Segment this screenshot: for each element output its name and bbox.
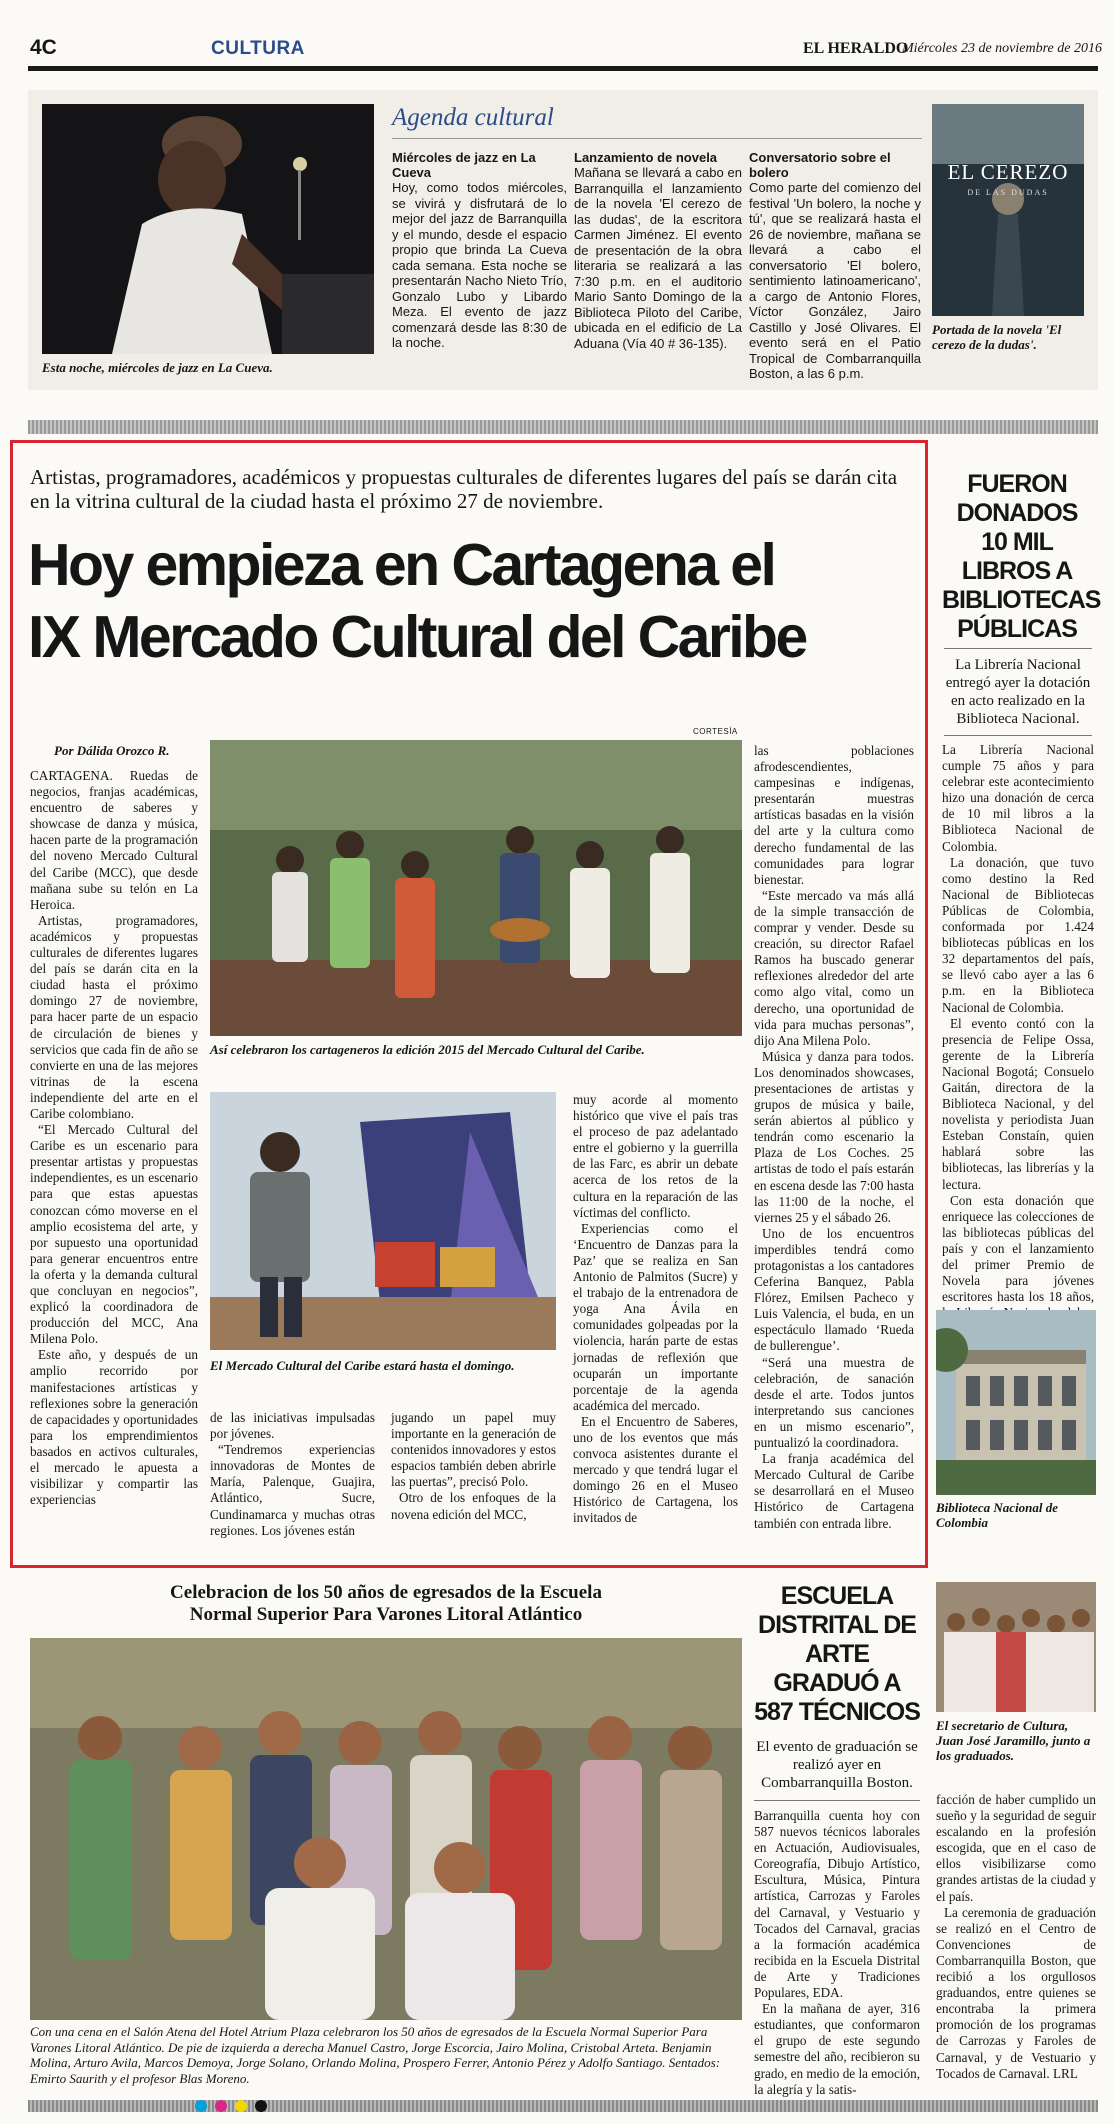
paragraph: Otro de los enfoques de la novena edición del MCC, xyxy=(391,1490,556,1522)
book-subtitle: DE LAS DUDAS xyxy=(967,188,1049,197)
sidebar-headline: FUERON DONADOS 10 MIL LIBROS A BIBLIOTECAS PÚBLICAS xyxy=(942,470,1101,643)
book-cover xyxy=(932,104,1084,316)
sidebar-rule-2 xyxy=(944,735,1092,736)
agenda-jazz-photo xyxy=(42,104,374,354)
registration-strip xyxy=(28,2100,1098,2112)
graduados-caption: El secretario de Cultura, Juan José Jaramillo, junto a los graduados. xyxy=(936,1718,1091,1763)
agenda-item-bolero xyxy=(749,150,921,382)
paragraph: “Este mercado va más allá de la simple transacción de comprar y vender. Desde su creación, su director Rafael Ramos ha buscado generar reflexiones alrededor del arte como algo vital, como un derecho, una oportunidad de vida para muchas personas”, dijo Ana Milena Polo. xyxy=(754,887,914,1048)
section-label: CULTURA xyxy=(211,38,305,59)
agenda-item-novela xyxy=(574,150,742,351)
escuela-headline: ESCUELA DISTRITAL DE ARTE GRADUÓ A 587 TÉCNICOS xyxy=(754,1582,920,1726)
main-column-3 xyxy=(391,1410,556,1523)
agenda-item-jazz xyxy=(392,150,567,351)
book-title: EL CEREZO xyxy=(947,160,1069,184)
normal-headline-2: Normal Superior Para Varones Litoral Atlántico xyxy=(189,1604,583,1625)
paragraph: Barranquilla cuenta hoy con 587 nuevos técnicos laborales en Actuación, Audiovisuales, Coreografía, Dibujo Artístico, Escultura, Música, Pintura artística, Carrozas y Faroles del Carnaval, y Vestuario y Tocados del Carnaval, gracias a la formación académica recibida en la Escuela Distrital de Arte y Tradiciones Populares, EDA. xyxy=(754,1808,920,2001)
paragraph: facción de haber cumplido un sueño y la seguridad de seguir escalando en la profesión escogida, que en el caso de ellos visibilizarse como grandes artistas de la ciudad y el país. xyxy=(936,1792,1096,1904)
header-rule xyxy=(28,66,1098,71)
paragraph: “Tendremos experiencias innovadoras de Montes de María, Palenque, Guajira, Atlántico, Sucre, Cundinamarca y muchas otras regiones. Los jóvenes están xyxy=(210,1442,375,1538)
agenda-jazz-caption: Esta noche, miércoles de jazz en La Cueva. xyxy=(42,360,273,375)
paragraph: Con esta donación que enriquece las colecciones de las bibliotecas públicas del país y con el lanzamiento del primer Premio de Novela para jóvenes escritores hasta los 18 años, xyxy=(942,1192,1094,1305)
separator-band xyxy=(28,420,1098,434)
main-column-4 xyxy=(573,1092,738,1527)
main-column-2 xyxy=(210,1410,375,1539)
escuela-rule xyxy=(754,1800,920,1801)
agenda-item-body: Mañana se llevará a cabo en Barranquilla el lanzamiento de la novela 'El cerezo de las dudas', de la escritora Carmen Jiménez. El evento de presentación de la obra literaria se realizará a las 7:30 p.m. en el auditorio Mario Santo Domingo de la Biblioteca Piloto del Caribe, ubicada en el edificio de La Aduana (Vía 40 # 36-135). xyxy=(574,165,742,351)
paragraph: de las iniciativas impulsadas por jóvenes. xyxy=(210,1410,375,1442)
mercado-2015-caption: Así celebraron los cartageneros la edición 2015 del Mercado Cultural del Caribe. xyxy=(210,1042,645,1057)
book-caption: Portada de la novela 'El cerezo de la dudas'. xyxy=(932,322,1062,352)
main-deck: Artistas, programadores, académicos y propuestas culturales de diferentes lugares del país se darán cita en la vitrina cultural de la ciudad hasta el próximo 27 de noviembre. xyxy=(30,465,898,513)
main-headline-1: Hoy empieza en Cartagena el xyxy=(28,532,775,598)
paragraph: Experiencias como el ‘Encuentro de Danzas para la Paz’ que se realiza en San Antonio de Palmitos (Sucre) y el trabajo de la entrenadora de yoga Ana Ávila en comunidades golpeadas por la violencia, harán parte de estas jornadas de reflexión que ocuparán un importante porcentaje de la agenda académica del mercado. xyxy=(573,1220,738,1413)
paragraph: “Será una muestra de celebración, de sanación desde el arte. Todos juntos interpretando sus canciones en un mismo escenario”, puntualizó la coordinadora. xyxy=(754,1354,914,1451)
mercado-stand-caption: El Mercado Cultural del Caribe estará hasta el domingo. xyxy=(210,1358,515,1373)
biblioteca-caption: Biblioteca Nacional de Colombia xyxy=(936,1500,1059,1530)
paragraph: La franja académica del Mercado Cultural de Caribe se desarrollará en el Museo Histórico de Cartagena también con entrada libre. xyxy=(754,1451,914,1531)
paragraph: Música y danza para todos. Los denominados showcases, presentaciones de artistas y grupos de música y baile, serán abiertos al público y tendrán como escenario la Plaza de Los Coches. 25 artistas de todo el país estarán en escena desde las 7:00 hasta las 11:00 de la noche, el viernes 25 y el sábado 26. xyxy=(754,1048,914,1225)
sidebar-rule xyxy=(944,648,1092,649)
sidebar-deck: La Librería Nacional entregó ayer la dotación en acto realizado en la Biblioteca Nacional. xyxy=(945,657,1091,727)
agenda-item-title: Conversatorio sobre el bolero xyxy=(749,150,891,180)
paragraph: En la mañana de ayer, 316 estudiantes, que conformaron el grupo de este segundo semestre del año, recibieron su grado, en medio de la emoción, la alegría y la satis- xyxy=(754,2001,920,2097)
escuela-column-2 xyxy=(936,1792,1096,2082)
mercado-stand-photo xyxy=(210,1092,556,1350)
main-headline-2: IX Mercado Cultural del Caribe xyxy=(28,604,806,670)
biblioteca-photo xyxy=(936,1310,1096,1495)
sidebar-body xyxy=(942,742,1094,1337)
agenda-item-title: Miércoles de jazz en La Cueva xyxy=(392,150,536,180)
paragraph: Artistas, programadores, académicos y propuestas culturales de diferentes lugares del país se darán cita en la ciudad hasta el próximo domingo 27 de noviembre, para hacer parte de un espacio de circulación de bienes y servicios que cada fin de año se convierte en una de las mejores vitrinas de la escena independiente del arte en el Caribe colombiano. xyxy=(30,912,198,1121)
agenda-title: Agenda cultural xyxy=(392,104,554,131)
byline: Por Dálida Orozco R. xyxy=(54,743,170,758)
mercado-2015-photo xyxy=(210,740,742,1036)
main-column-1 xyxy=(30,768,198,1508)
agenda-title-rule xyxy=(392,138,922,139)
paragraph: “El Mercado Cultural del Caribe es un escenario para presentar artistas y propuestas independientes, es un escenario para que estas apuestas conozcan cómo moverse en el amplio ecosistema del arte, y por supuesto una oportunidad para generar encuentros entre la oferta y la demanda cultural que concluyan en negocios”, explicó la coordinadora de producción del MCC, Ana Milena Polo. xyxy=(30,1122,198,1347)
paragraph: La ceremonia de graduación se realizó en el Centro de Convenciones de Combarranquilla Boston, que recibió a los orgullosos graduandos, entre quienes se encontraba la primera promoción de los programas de Carrozas y Faroles de Carnaval, y de Vestuario y Tocados de Carnaval. LRL xyxy=(936,1904,1096,2081)
escuela-deck: El evento de graduación se realizó ayer en Combarranquilla Boston. xyxy=(756,1739,918,1791)
escuela-column-1 xyxy=(754,1808,920,2098)
paragraph: Uno de los encuentros imperdibles tendrá como protagonistas a los cantadores Ceferina Banquez, Pabla Flórez, Emilsen Pacheco y Luis Valencia, el buda, en un espectáculo llamado ‘Rueda de bullerengue’. xyxy=(754,1225,914,1354)
normal-caption: Con una cena en el Salón Atena del Hotel Atrium Plaza celebraron los 50 años de egresados de la Escuela Normal Superior Para Varones Litoral Atlántico. De pie de izquierda a derecha Manuel Castro, Jorge Escorcia, Jairo Molina, Cristobal Arteta. Benjamin Molina, Arturo Avila, Marcos Demoya, Jorge Solano, Orlando Molina, Prospero Ferrer, Antonio Pérez y Adolfo Santiago. Sentados: Emirto Saurith y el profesor Blas Moreno. xyxy=(30,2024,721,2086)
paragraph: muy acorde al momento histórico que vive el país tras el proceso de paz adelantado entre el gobierno y la guerrilla de las Farc, es abrir un debate acerca de los retos de la cultura en la reparación de las víctimas del conflicto. xyxy=(573,1092,738,1220)
graduados-photo xyxy=(936,1582,1096,1712)
paragraph: La Librería Nacional cumple 75 años y para celebrar este acontecimiento hizo una donación de cerca de 10 mil libros a la Biblioteca Nacional de Colombia. xyxy=(942,742,1094,854)
paragraph: Este año, y después de un amplio recorrido por manifestaciones artísticas y reflexiones sobre la generación de capacidades y oportunidades para los emprendimientos basados en activos culturales, el mercado le apuesta a visibilizar y compartir las experiencias xyxy=(30,1347,198,1508)
paragraph: las poblaciones afrodescendientes, campesinas e indígenas, presentarán muestras artísticas basadas en la visión del arte y la cultura como derecho fundamental de las comunidades para lograr bienestar. xyxy=(754,743,914,887)
paragraph: La donación, que tuvo como destino la Red Nacional de Bibliotecas Públicas de Colombia, conformada por 1.424 bibliotecas públicas en los 32 departamentos del país, se llevó cabo ayer a las 6 p.m. en la Biblioteca Nacional de Colombia. xyxy=(942,854,1094,1015)
registration-dots xyxy=(195,2100,275,2112)
photo-credit: CORTESÍA xyxy=(693,727,738,736)
main-column-5 xyxy=(754,743,914,1532)
paper-name: EL HERALDO xyxy=(803,40,909,57)
agenda-item-body: Hoy, como todos miércoles, se vivirá y disfrutará de lo mejor del jazz de Barranquilla y el mundo, desde el espacio propio que brinda La Cueva cada semana. Esta noche se presentarán Nacho Nieto Trío, Gonzalo Lubo y Libardo Meza. El evento de jazz comenzará desde las 8:30 de la noche. xyxy=(392,180,567,350)
paragraph: El evento contó con la presencia de Felipe Ossa, gerente de la Librería Nacional Bogotá; Consuelo Gaitán, directora de la Biblioteca Nacional, y del novelista y periodista Juan Esteban Constaín, quien hablará sobre las bibliotecas, las librerías y la lectura. xyxy=(942,1015,1094,1192)
normal-headline-1: Celebracion de los 50 años de egresados de la Escuela xyxy=(170,1582,602,1603)
paragraph: jugando un papel muy importante en la generación de contenidos innovadores y estos espacios también deben abrirle las puertas”, precisó Polo. xyxy=(391,1410,556,1490)
paragraph: CARTAGENA. Ruedas de negocios, franjas académicas, encuentro de saberes y showcase de danza y música, hacen parte de la programación del noveno Mercado Cultural del Caribe (MCC), que desde mañana sube su telón en La Heroica. xyxy=(30,768,198,912)
paragraph: En el Encuentro de Saberes, uno de los eventos que más convoca asistentes durante el mercado y que tendrá lugar el domingo 26 en el Museo Histórico de Cartagena, los invitados de xyxy=(573,1413,738,1526)
normal-group-photo xyxy=(30,1638,742,2020)
issue-date: Miércoles 23 de noviembre de 2016 xyxy=(902,41,1102,56)
agenda-item-body: Como parte del comienzo del festival 'Un bolero, la noche y tú', que se realizará hasta el 26 de noviembre, mañana se llevará a cabo el conversatorio 'El bolero, sentimiento latinoamericano', a cargo de Antonio Flores, Víctor González, Jairo Castillo y José Olivares. El evento será en el Patio Tropical de Combarranquilla Boston, a las 6 p.m. xyxy=(749,180,921,381)
page-number: 4C xyxy=(30,36,57,59)
agenda-item-title: Lanzamiento de novela xyxy=(574,150,718,165)
